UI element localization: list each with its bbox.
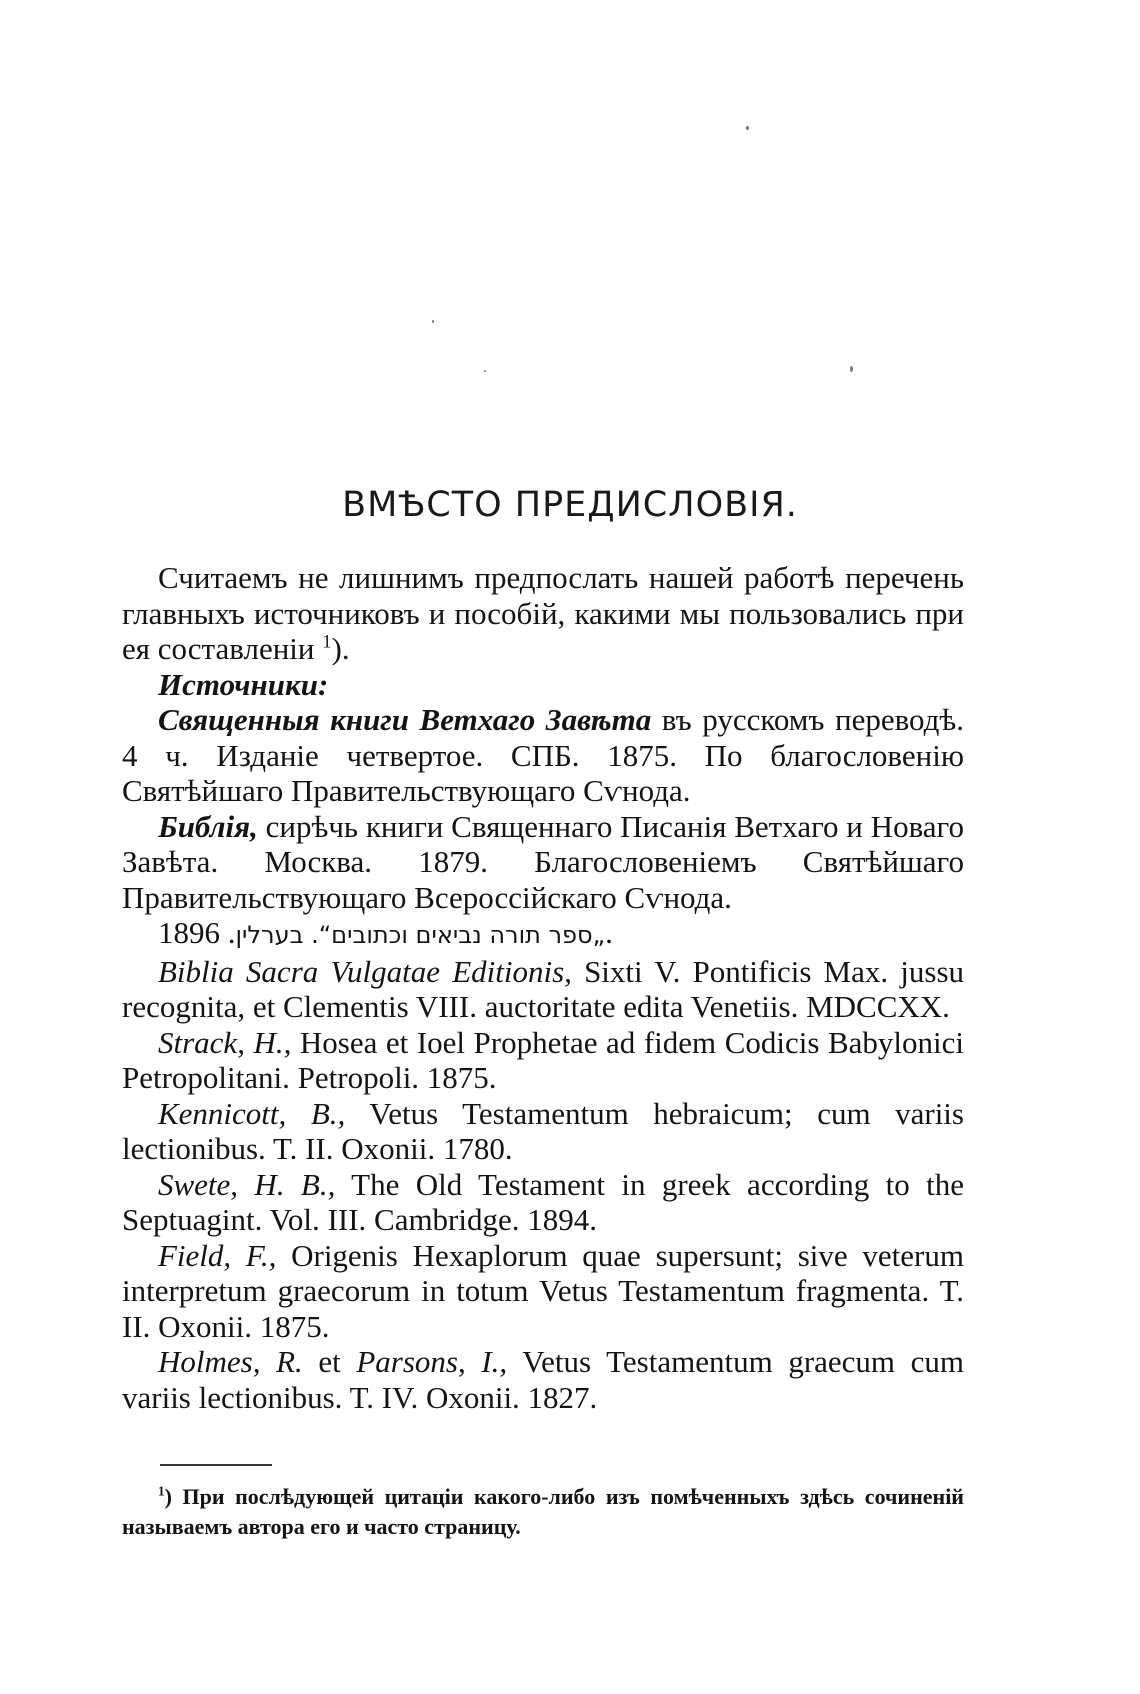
page-title: ВМѢСТО ПРЕДИСЛОВІЯ. bbox=[342, 485, 798, 525]
source-entry: „ספר תורה נביאים וכתובים“. בערלין. 1896. bbox=[158, 915, 613, 950]
footnote-divider bbox=[160, 1464, 272, 1466]
footnote-mark: 1 bbox=[158, 1483, 165, 1499]
intro-paragraph bbox=[122, 560, 964, 667]
footnote bbox=[122, 1482, 964, 1542]
source-entry: Swete, H. B., The Old Testament in greek according to the Septuagint. Vol. III. Cambridge. 1894. bbox=[122, 1166, 964, 1237]
sources-heading: Источники: bbox=[158, 666, 329, 702]
print-speck bbox=[746, 126, 749, 130]
source-entry: Biblia Sacra Vulgatae Editionis, Sixti V. Pontificis Max. jussu recognita, et Clementis VIII. auctoritate edita Venetiis. MDCCXX. bbox=[122, 953, 965, 1024]
source-entry: Field, F., Origenis Hexaplorum quae supersunt; sive veterum interpretum graecorum in totum Vetus Testamentum fragmenta. T. II. Oxonii. 1875. bbox=[122, 1237, 964, 1344]
print-speck bbox=[432, 320, 434, 323]
footnote-ref: 1 bbox=[322, 631, 332, 653]
source-entry: Holmes, R. et Parsons, I., Vetus Testamentum graecum cum variis lectionibus. T. IV. Oxonii. 1827. bbox=[122, 1344, 965, 1415]
intro-text-end: ). bbox=[331, 631, 350, 666]
source-entry: Священныя книги Ветхаго Завѣта въ русскомъ переводѣ. 4 ч. Изданіе четвертое. СПБ. 1875. По благословенію Святѣйшаго Правительствующаго Сѵнода. bbox=[122, 702, 964, 808]
source-entry: Kennicott, B., Vetus Testamentum hebraicum; cum variis lectionibus. T. II. Oxonii. 1780. bbox=[122, 1095, 964, 1166]
intro-text: Считаемъ не лишнимъ предпослать нашей работѣ перечень главныхъ источниковъ и пособій, какими мы пользовались при ея составленіи bbox=[122, 560, 964, 666]
source-entry: Strack, H., Hosea et Ioel Prophetae ad fidem Codicis Babylonici Petropolitani. Petropoli. 1875. bbox=[122, 1024, 964, 1095]
footnote-text: ) При послѣдующей цитаціи какого-либо изъ помѣченныхъ здѣсь сочиненій называемъ автора его и часто страницу. bbox=[122, 1484, 964, 1539]
print-speck bbox=[484, 370, 486, 372]
source-entry: Библія, сирѣчь книги Священнаго Писанія Ветхаго и Новаго Завѣта. Москва. 1879. Благословеніемъ Святѣйшаго Правительствующаго Всероссійскаго Сѵнода. bbox=[122, 808, 964, 915]
main-text bbox=[122, 560, 964, 1415]
print-speck bbox=[850, 366, 853, 372]
